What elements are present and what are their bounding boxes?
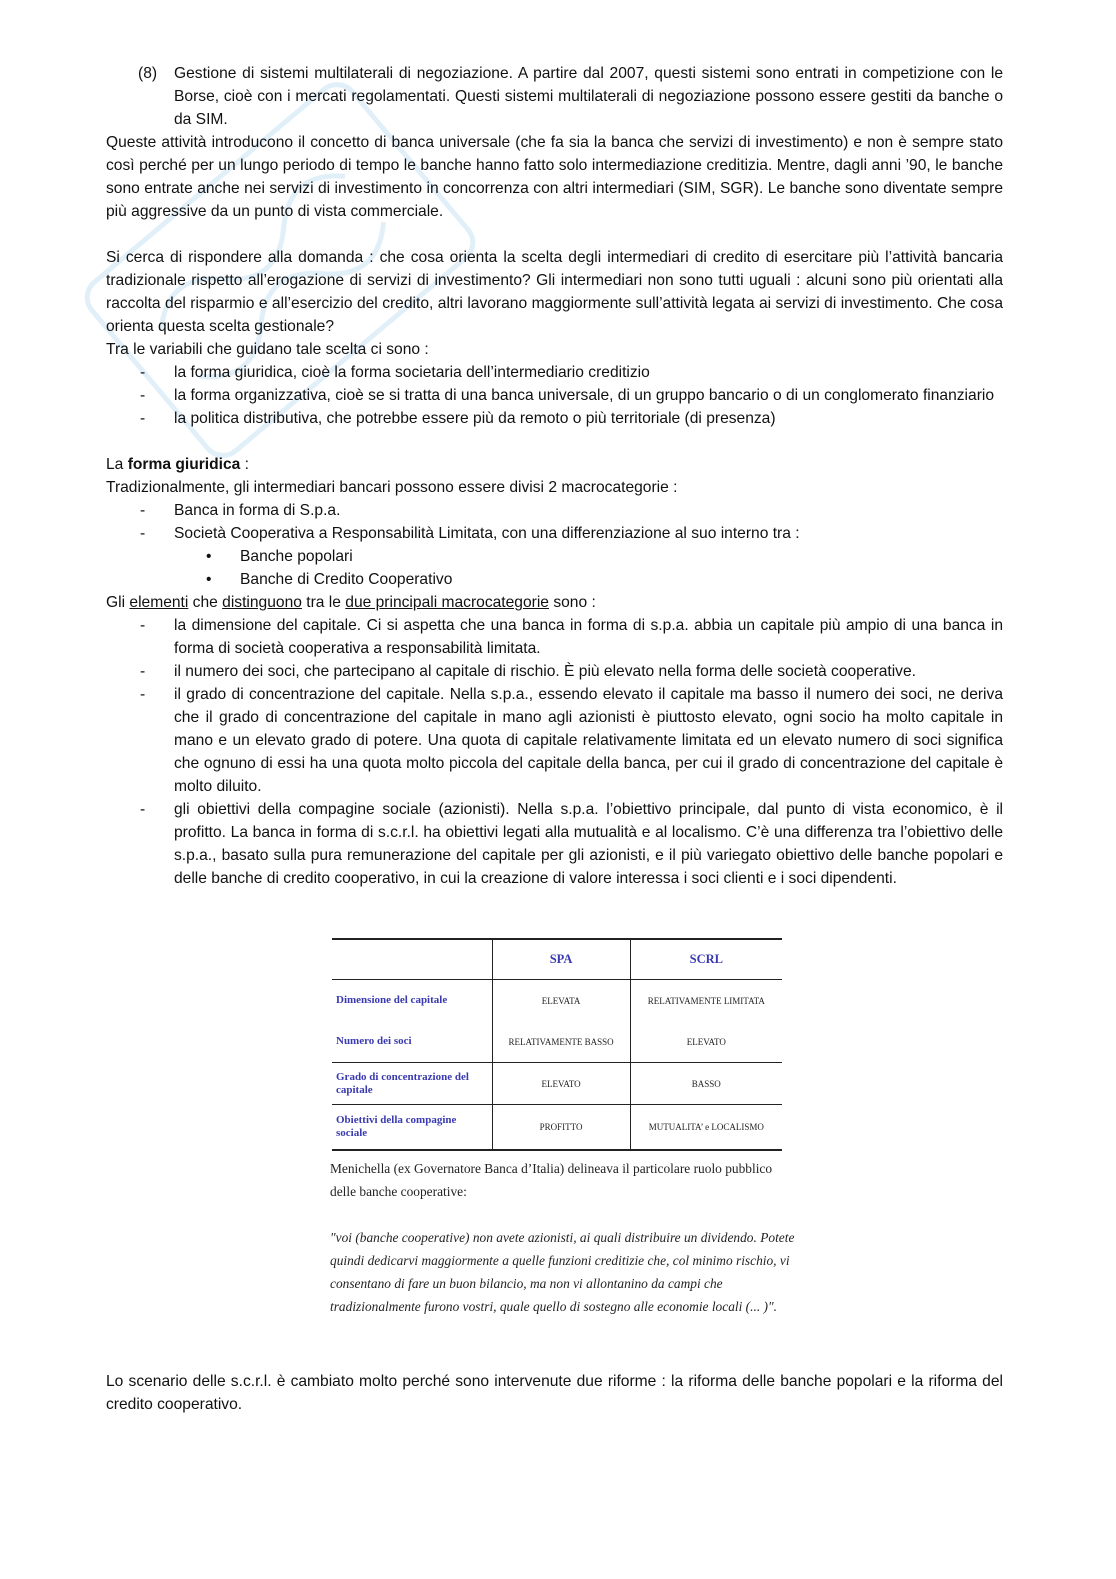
list-item: - il grado di concentrazione del capitale. Nella s.p.a., essendo elevato il capitale ma basso il numero dei soci, ne deriva che il grado di concentrazione del capitale in mano agli azionisti è piuttosto elevato, ogni socio ha molto capitale in mano e un elevato grado di potere. Una quota di capitale relativamente limitata ed un elevato numero di soci significa che ognuno di essi ha una quota molto piccola del capitale della banca, per cui il grado di concentrazione del capitale è molto diluito.	[140, 686, 1003, 795]
comparison-table	[332, 938, 782, 1151]
list-item: - la politica distributiva, che potrebbe essere più da remoto o più territoriale (di presenza)	[140, 410, 776, 427]
list-item: - il numero dei soci, che partecipano al capitale di rischio. È più elevato nella forma delle società cooperative.	[140, 663, 916, 680]
table-row: Grado di concentrazione del capitale ELEVATO BASSO	[332, 1063, 782, 1105]
sub-list	[106, 545, 1003, 591]
main-text	[106, 62, 1003, 890]
paragraph-domanda: Si cerca di rispondere alla domanda : che cosa orienta la scelta degli intermediari di credito di esercitare più l’attività bancaria tradizionale rispetto all’erogazione di servizi di investimento? Gli intermediari non sono tutti uguali : alcuni sono più orientati alla raccolta del risparmio e all’esercizio del credito, altri lavorano maggiormente sull’attività legata ai servizi di investimento. Che cosa orienta questa scelta gestionale?	[106, 249, 1003, 335]
list-number: (8)	[138, 65, 158, 82]
menichella-quote: "voi (banche cooperative) non avete azionisti, ai quali distribuire un dividendo. Potete quindi dedicarvi maggiormente a quelle funzioni creditizie che, col minimo rischio, vi consentano di fare un buon bilancio, ma non vi allontanino da campi che tradizionalmente furono vostri, quale quello di sostegno alle economie locali (... )".	[330, 1230, 795, 1314]
quote-intro: Menichella (ex Governatore Banca d’Italia) delineava il particolare ruolo pubblico delle banche cooperative:	[330, 1161, 773, 1199]
header-scrl: SCRL	[630, 939, 782, 980]
table-row: Dimensione del capitale ELEVATA RELATIVAMENTE LIMITATA	[332, 980, 782, 1022]
variables-intro: Tra le variabili che guidano tale scelta ci sono :	[106, 341, 429, 358]
list-item: - la forma organizzativa, cioè se si tratta di una banca universale, di un gruppo bancario o di un conglomerato finanziario	[140, 387, 995, 404]
list-item: - la forma giuridica, cioè la forma societaria dell’intermediario creditizio	[140, 364, 650, 381]
list-item-8	[106, 62, 1003, 131]
list-item: - gli obiettivi della compagine sociale (azionisti). Nella s.p.a. l’obiettivo principale, dal punto di vista economico, è il profitto. La banca in forma di s.c.r.l. ha obiettivi legati alla mutualità e al localismo. C’è una differenza tra l’obiettivo delle s.p.a., basato sulla pura remunerazione del capitale per gli azionisti, e il più variegato obiettivo delle banche popolari e delle banche di credito cooperativo, in cui la creazione di valore interessa i soci clienti e i soci dipendenti.	[140, 801, 1003, 887]
elements-list	[106, 614, 1003, 890]
variables-list	[106, 361, 1003, 430]
list-item: • Banche popolari	[206, 548, 353, 565]
macro-list	[106, 499, 1003, 545]
comparison-figure	[330, 938, 800, 1318]
closing-paragraph: Lo scenario delle s.c.r.l. è cambiato molto perché sono intervenute due riforme : la riforma delle banche popolari e la riforma del credito cooperativo.	[106, 1373, 1003, 1413]
list-item-text: Gestione di sistemi multilaterali di negoziazione. A partire dal 2007, questi sistemi sono entrati in competizione con le Borse, cioè con i mercati regolamentati. Questi sistemi multilaterali di negoziazione possono essere gestiti da banche o da SIM.	[174, 65, 1003, 128]
header-spa: SPA	[492, 939, 630, 980]
paragraph-banca-universale: Queste attività introducono il concetto di banca universale (che fa sia la banca che servizi di investimento) e non è sempre stato così perché per un lungo periodo di tempo le banche hanno fatto solo intermediazione creditizia. Mentre, dagli anni ’90, le banche sono entrate anche nei servizi di investimento in concorrenza con altri intermediari (SIM, SGR). Le banche sono diventate sempre più aggressive da un punto di vista commerciale.	[106, 134, 1003, 220]
forma-giuridica-heading: La forma giuridica :	[106, 456, 250, 473]
list-item: - Società Cooperativa a Responsabilità Limitata, con una differenziazione al suo interno tra :	[140, 525, 800, 542]
macro-intro: Tradizionalmente, gli intermediari bancari possono essere divisi 2 macrocategorie :	[106, 479, 678, 496]
list-item: - la dimensione del capitale. Ci si aspetta che una banca in forma di s.p.a. abbia un capitale più ampio di una banca in forma di società cooperativa a responsabilità limitata.	[140, 617, 1003, 657]
list-item: • Banche di Credito Cooperativo	[206, 571, 453, 588]
table-row: Numero dei soci RELATIVAMENTE BASSO ELEVATO	[332, 1021, 782, 1063]
elements-intro: Gli elementi che distinguono tra le due principali macrocategorie sono :	[106, 594, 596, 611]
table-row: Obiettivi della compagine sociale PROFITTO MUTUALITA’ e LOCALISMO	[332, 1105, 782, 1151]
list-item: - Banca in forma di S.p.a.	[140, 502, 341, 519]
table-header-row	[332, 939, 782, 980]
